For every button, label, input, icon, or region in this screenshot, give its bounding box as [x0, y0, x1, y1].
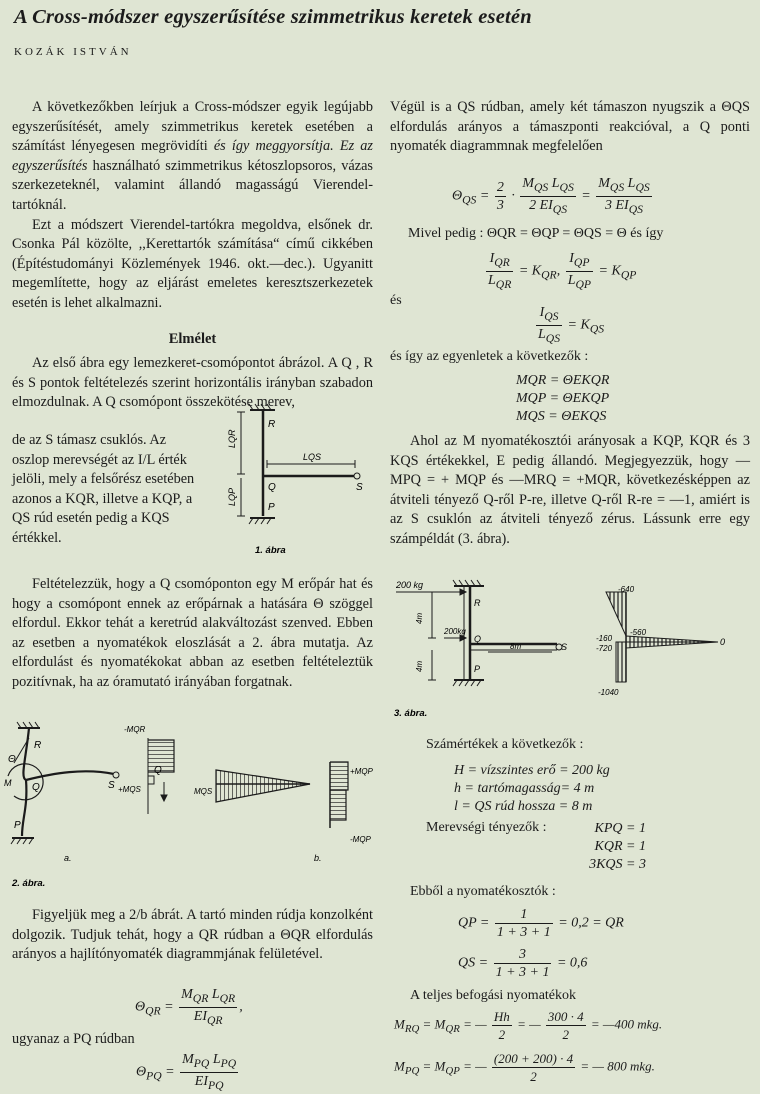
fig2-sub-b: b. — [314, 853, 322, 863]
article-title: A Cross-módszer egyszerűsítése szimmetrikus keretek esetén — [14, 6, 532, 28]
equation-k-ratios: $\frac{I_{QR}}{L_{QR}}$ = $K_{QR}$, $\frac{I_{QP}}{L_{QP}}$ = $K_{QP}$ — [488, 251, 637, 291]
fig2-sub-a: a. — [64, 853, 72, 863]
equation-mqs: MQS = ΘEKQS — [516, 409, 607, 424]
right-paragraph-10: Ahol az M nyomatékosztói arányosak a KQP, KQR és 3 KQS értékekkel, E pedig állandó. Megjegyezzük, hogy —MPQ = + MQP és —MRQ = +MQR, következésképpen az átviteli tényező Q-ről P-re, illetve Q-ről R-re = —1, amiért is az S csuklón az átviteli tényező zérus. Lássunk erre egy számpéldát (3. ábra). — [390, 433, 750, 547]
figure-3 — [392, 578, 754, 718]
fig2-label-mqs-b: MQS — [194, 787, 213, 796]
fig1-label-lqr: LQR — [227, 429, 237, 448]
theory-paragraph-4: Feltételezzük, hogy a Q csomóponton egy M erőpár hat és hogy a csomópont ennek az erőpárnak a hatására Θ szöggel elfordul. Ekkor tehát a keretrúd alakváltozást szenved. Ebben az esetben a nyomatékok eloszlását a 2. ábra mutatja. Az elfordulást és nyomatékokat abban az esetben feltételeztük pozitívnak, ha az óramutató irányában forgatnak. — [12, 576, 373, 690]
right-es: és — [390, 293, 402, 308]
author-name: KOZÁK ISTVÁN — [14, 46, 132, 58]
fig3-val-640: -640 — [618, 585, 635, 594]
fig2-label-r: R — [34, 740, 42, 751]
fig3-label-s: S — [561, 642, 568, 652]
fig3-val-0: 0 — [720, 637, 726, 647]
intro-section — [12, 98, 373, 314]
fig3-span: 8m — [510, 642, 522, 651]
fig3-label-r: R — [474, 598, 481, 608]
fig1-label-q: Q — [268, 482, 276, 493]
equation-qp: QP = $\frac{1}{1 + 3 + 1}$ = 0,2 = QR — [458, 907, 624, 940]
fig2-label-s: S — [108, 780, 115, 791]
fig3-label-q: Q — [474, 634, 482, 644]
fig2-caption: 2. ábra. — [12, 878, 46, 889]
fig3-val-560: -560 — [630, 628, 647, 637]
value-h: H = vízszintes erő = 200 kg — [454, 763, 610, 778]
fig3-load-top: 200 kg — [396, 580, 424, 590]
equation-qs: QS = $\frac{3}{1 + 3 + 1}$ = 0,6 — [458, 947, 588, 980]
merev-kpq: KPQ = 1 — [594, 821, 646, 836]
theory-paragraph-5: Figyeljük meg a 2/b ábrát. A tartó minden rúdja konzolként dolgozik. Tudjuk tehát, hogy a QR rúdban a ΘQR elfordulás arányos a hajlítónyomaték diagrammjának felületével. — [12, 907, 373, 963]
fig3-load-mid: 200kg — [444, 627, 466, 636]
theory-paragraph-3-side: de az S támasz csuklós. Az oszlop merevségét az I/L érték jelöli, mely a felsőrész esetében azonos a KQR, illetve a KQP, a QS rúd esetén pedig a KQS értékkel. — [12, 432, 195, 546]
right-paragraph-7: Végül is a QS rúdban, amely két támaszon nyugszik a ΘQS elfordulás arányos a támaszponti reakcióval, a Q ponti nyomaték diagrammnak megfelelően — [390, 99, 750, 155]
figure-1 — [205, 398, 375, 563]
figure-2 — [4, 718, 374, 890]
equation-theta-qs: $\Theta_{QS}$ = $\frac{2}{3}$ · $\frac{M_{QS} L_{QS}}{2 EI_{QS}}$ = $\frac{M_{QS} L_{QS}}{3 EI_{QS}}$ — [452, 176, 650, 216]
fig2-label-q-b: Q — [154, 765, 162, 776]
merev-kqr: KQR = 1 — [594, 839, 646, 854]
fig1-label-lqp: LQP — [227, 487, 237, 506]
right-teljes: A teljes befogási nyomatékok — [410, 988, 577, 1003]
merev-kqs: 3KQS = 3 — [589, 857, 646, 872]
merev-list — [570, 820, 646, 874]
fig3-caption: 3. ábra. — [394, 708, 428, 718]
fig2-label-mqp-pos: +MQP — [350, 767, 373, 776]
value-l: l = QS rúd hossza = 8 m — [454, 799, 593, 814]
fig1-label-r: R — [268, 419, 276, 430]
equation-mpq: $M_{PQ} = M_{QP}$ = — $\frac{(200 + 200) \cdot 4}{2}$ = — 800 mkg. — [394, 1051, 655, 1084]
equation-mrq: $M_{RQ} = M_{QR}$ = — $\frac{Hh}{2}$ = — $\frac{300 \cdot 4}{2}$ = —400 mkg. — [394, 1009, 663, 1042]
equation-theta-pq: $\Theta_{PQ}$ = $\frac{M_{PQ} L_{PQ}}{EI_{PQ}}$ — [136, 1052, 237, 1092]
theory-paragraph-6: ugyanaz a PQ rúdban — [12, 1031, 135, 1047]
fig3-label-p: P — [474, 664, 481, 674]
fig3-h2: 4m — [415, 660, 424, 672]
value-h-height: h = tartómagasság= 4 m — [454, 781, 595, 796]
fig3-h1: 4m — [415, 612, 424, 624]
equation-theta-qr: $\Theta_{QR}$ = $\frac{M_{QR} L_{QR}}{EI_{QR}}$ , — [135, 987, 243, 1027]
fig3-val-160: -160 — [596, 634, 613, 643]
fig2-label-q: Q — [32, 782, 40, 793]
equation-mqr: MQR = ΘEKQR — [516, 373, 610, 388]
fig2-label-mqp-neg: -MQP — [350, 835, 371, 844]
fig2-label-mqs: +MQS — [118, 785, 141, 794]
fig1-label-p: P — [268, 502, 275, 513]
value-list — [454, 762, 610, 816]
fig2-label-p: P — [14, 820, 21, 831]
merev-label: Merevségi tényezők : — [426, 820, 547, 835]
fig3-val-720: -720 — [596, 644, 613, 653]
intro-paragraph-1: A következőkben leírjuk a Cross-módszer egyik legújabb egyszerűsítését, amely szimmetrikus keretek esetében a számítást lényegesen megrövidíti és így meggyorsítja. Ez az egyszerűsítés használható szimmetrikus kétoszlopsoros, vázas szerkezeteknél, valamint állandó magasságú Vierendel-tartóknál. — [12, 99, 373, 213]
fig1-caption: 1. ábra — [255, 545, 286, 556]
theory-paragraph-3-top: Az első ábra egy lemezkeret-csomópontot ábrázol. A Q , R és S pontok feltételezés szerint horizontális irányban szabadon elmozdulnak. A Q csomópont összekötése merev, — [12, 355, 373, 411]
fig2-label-mqr: -MQR — [124, 725, 146, 734]
equation-k-qs: $\frac{I_{QS}}{L_{QS}}$ = $K_{QS}$ — [538, 305, 605, 345]
fig1-label-s: S — [356, 482, 363, 493]
right-ebbol: Ebből a nyomatékosztók : — [410, 884, 556, 899]
equation-mqp: MQP = ΘEKQP — [516, 391, 610, 406]
fig2-label-theta: Θ — [8, 754, 16, 765]
fig1-label-lqs: LQS — [303, 452, 322, 462]
right-szamertekek: Számértékek a következők : — [426, 737, 584, 752]
right-paragraph-8: Mivel pedig : ΘQR = ΘQP = ΘQS = Θ és így — [408, 226, 664, 241]
right-paragraph-9: és így az egyenletek a következők : — [390, 349, 589, 364]
section-heading: Elmélet — [168, 331, 217, 347]
equation-list-m — [516, 372, 609, 426]
intro-paragraph-2: Ezt a módszert Vierendel-tartókra megoldva, elsőnek dr. Csonka Pál közölte, ,,Kerettartók számítása“ című cikkében (Építéstudományi Közlemények 1946. okt.—dec.). Ugyanitt megemlítette, hogy az eljárást emeletes keresztszerkezetek esetén is lehet alkalmazni. — [12, 216, 373, 311]
fig2-label-m: M — [4, 778, 12, 788]
fig3-val-1040: -1040 — [598, 688, 619, 697]
